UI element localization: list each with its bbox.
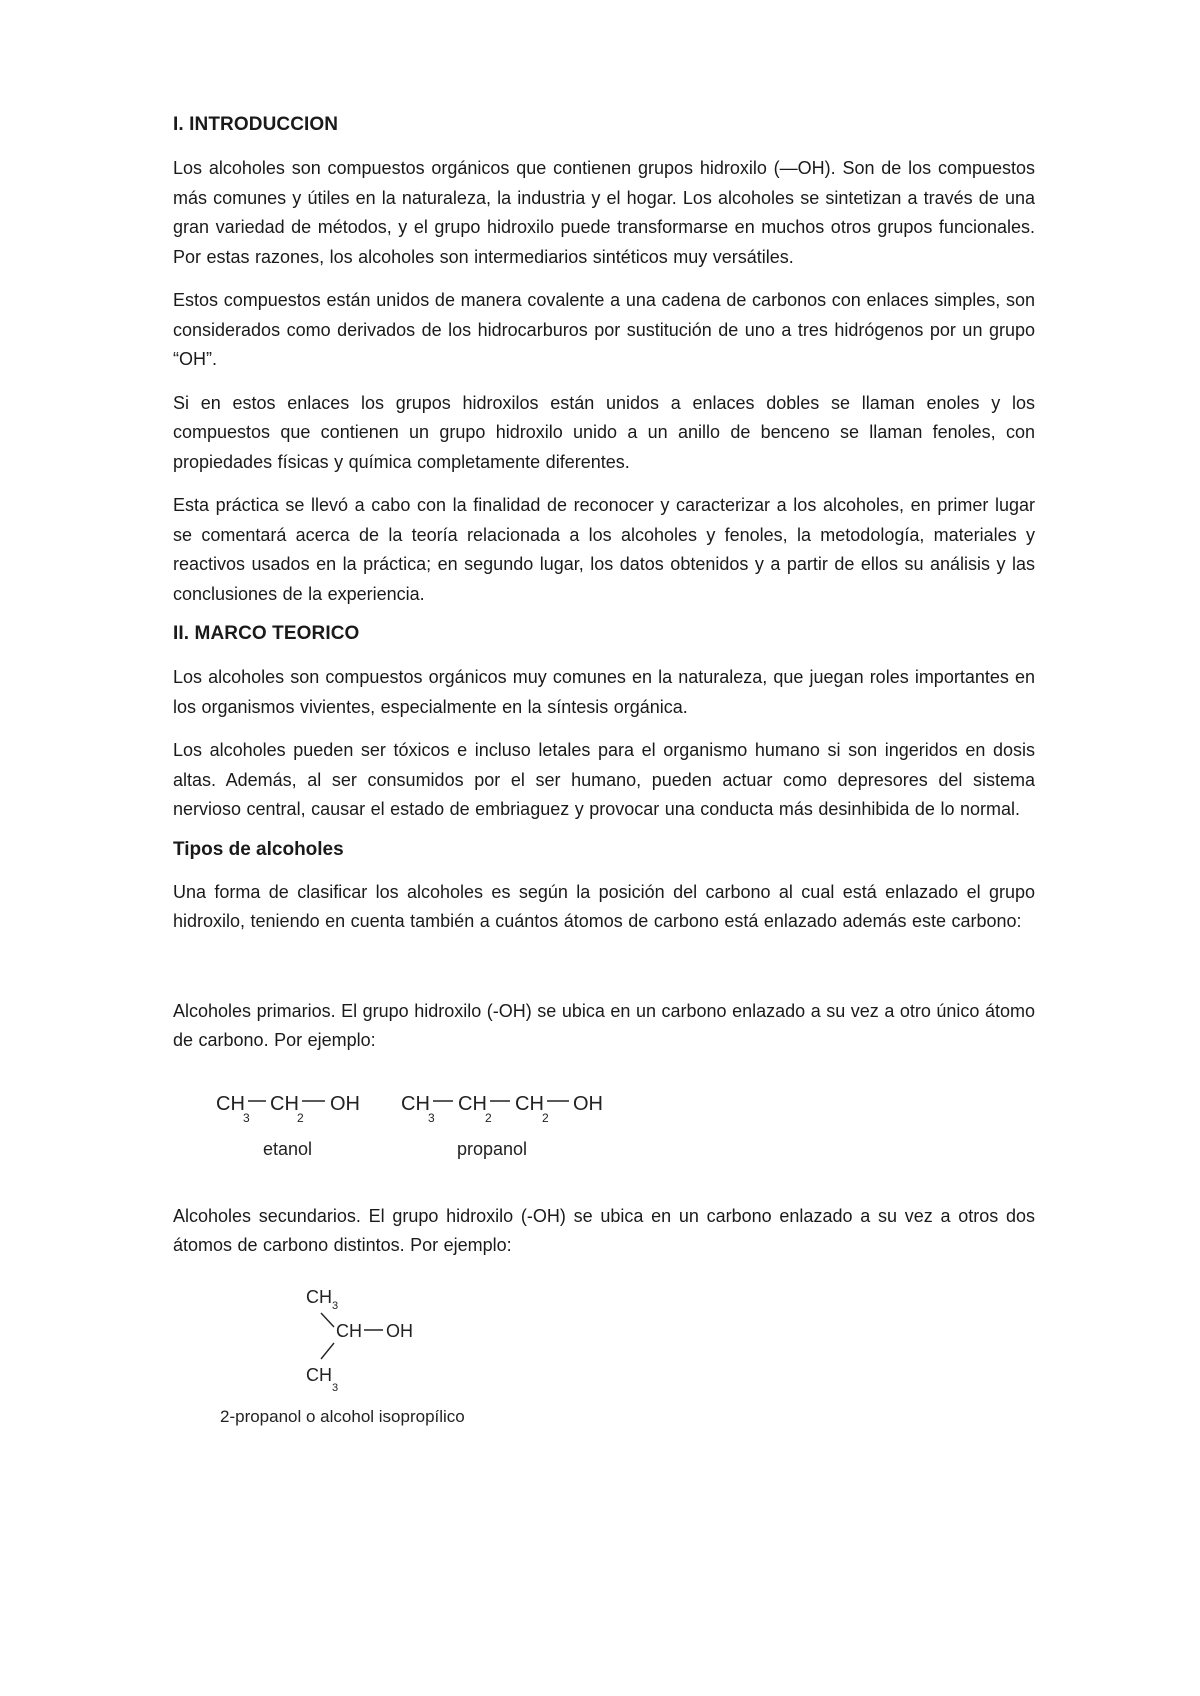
oh-group: OH xyxy=(573,1092,603,1115)
subscript: 3 xyxy=(332,1381,339,1394)
paragraph: Los alcoholes son compuestos orgánicos que contienen grupos hidroxilo (—OH). Son de los compuestos más comunes y útiles en la naturaleza, la industria y el hogar. Los alcoholes se sintetizan a través de una gran variedad de métodos, y el grupo hidroxilo puede transformarse en muchos otros grupos funcionales. Por estas razones, los alcoholes son intermediarios sintéticos muy versátiles. xyxy=(173,158,1035,267)
subscript: 2 xyxy=(542,1110,549,1125)
subscript: 3 xyxy=(332,1299,339,1312)
figure-secondary-alcohol xyxy=(173,1275,1035,1435)
paragraph: Esta práctica se llevó a cabo con la finalidad de reconocer y caracterizar a los alcoholes, en primer lugar se comentará acerca de la teoría relacionada a los alcoholes y fenoles, la metodología, materiales y reactivos usados en la práctica; en segundo lugar, los datos obtenidos y a partir de ellos su análisis y las conclusiones de la experiencia. xyxy=(173,495,1035,604)
ch3-group-top: CH xyxy=(306,1286,332,1307)
paragraph: Estos compuestos están unidos de manera covalente a una cadena de carbonos con enlaces simples, son considerados como derivados de los hidrocarburos por sustitución de uno a tres hidrógenos por un grupo “OH”. xyxy=(173,290,1035,369)
paragraph: Los alcoholes son compuestos orgánicos muy comunes en la naturaleza, que juegan roles importantes en los organismos vivientes, especialmente en la síntesis orgánica. xyxy=(173,667,1035,717)
subsection-heading-tipos: Tipos de alcoholes xyxy=(173,838,344,860)
figure-primary-alcohols xyxy=(173,1070,1035,1180)
paragraph: Una forma de clasificar los alcoholes es según la posición del carbono al cual está enlazado el grupo hidroxilo, teniendo en cuenta también a cuántos átomos de carbono está enlazado además este carbono: xyxy=(173,881,1035,931)
ch3-group: CH xyxy=(216,1092,245,1115)
paragraph: Los alcoholes pueden ser tóxicos e incluso letales para el organismo humano si son ingeridos en dosis altas. Además, al ser consumidos por el ser humano, pueden actuar como depresores del sistema nervioso central, causar el estado de embriaguez y provocar una conducta más desinhibida de lo normal. xyxy=(173,740,1035,819)
isopropanol-svg xyxy=(173,1275,1035,1435)
subscript: 2 xyxy=(297,1110,304,1125)
ch2-group: CH xyxy=(270,1092,299,1115)
ch2-group: CH xyxy=(458,1092,487,1115)
ch3-group-bottom: CH xyxy=(306,1364,332,1385)
label-propanol: propanol xyxy=(457,1138,528,1159)
document-body xyxy=(173,114,1035,1435)
ch-center: CH xyxy=(336,1320,362,1341)
ch2-group: CH xyxy=(515,1092,544,1115)
subscript: 2 xyxy=(485,1110,492,1125)
primary-alcohols-svg xyxy=(173,1070,1035,1180)
oh-group: OH xyxy=(386,1320,413,1341)
bond-line xyxy=(321,1313,334,1327)
subscript: 3 xyxy=(428,1110,435,1125)
etanol-structure xyxy=(216,1093,360,1159)
paragraph-secundarios: Alcoholes secundarios. El grupo hidroxilo (-OH) se ubica en un carbono enlazado a su vez a otros dos átomos de carbono distintos. Por ejemplo: xyxy=(173,1205,1035,1255)
oh-group: OH xyxy=(330,1092,360,1115)
paragraph: Si en estos enlaces los grupos hidroxilos están unidos a enlaces dobles se llaman enoles y los compuestos que contienen un grupo hidroxilo unido a un anillo de benceno se llaman fenoles, con propiedades físicas y química completamente diferentes. xyxy=(173,392,1035,472)
section-heading-introduccion: I. INTRODUCCION xyxy=(173,114,339,135)
section-heading-marco-teorico: II. MARCO TEORICO xyxy=(173,623,360,644)
ch3-group: CH xyxy=(401,1092,430,1115)
label-isopropanol: 2-propanol o alcohol isopropílico xyxy=(220,1406,465,1426)
label-etanol: etanol xyxy=(263,1138,313,1159)
subscript: 3 xyxy=(243,1110,250,1125)
bond-line xyxy=(321,1343,334,1359)
propanol-structure xyxy=(401,1093,603,1159)
paragraph-primarios: Alcoholes primarios. El grupo hidroxilo (-OH) se ubica en un carbono enlazado a su vez a otro único átomo de carbono. Por ejemplo: xyxy=(173,1000,1035,1050)
spacer xyxy=(173,951,1035,997)
